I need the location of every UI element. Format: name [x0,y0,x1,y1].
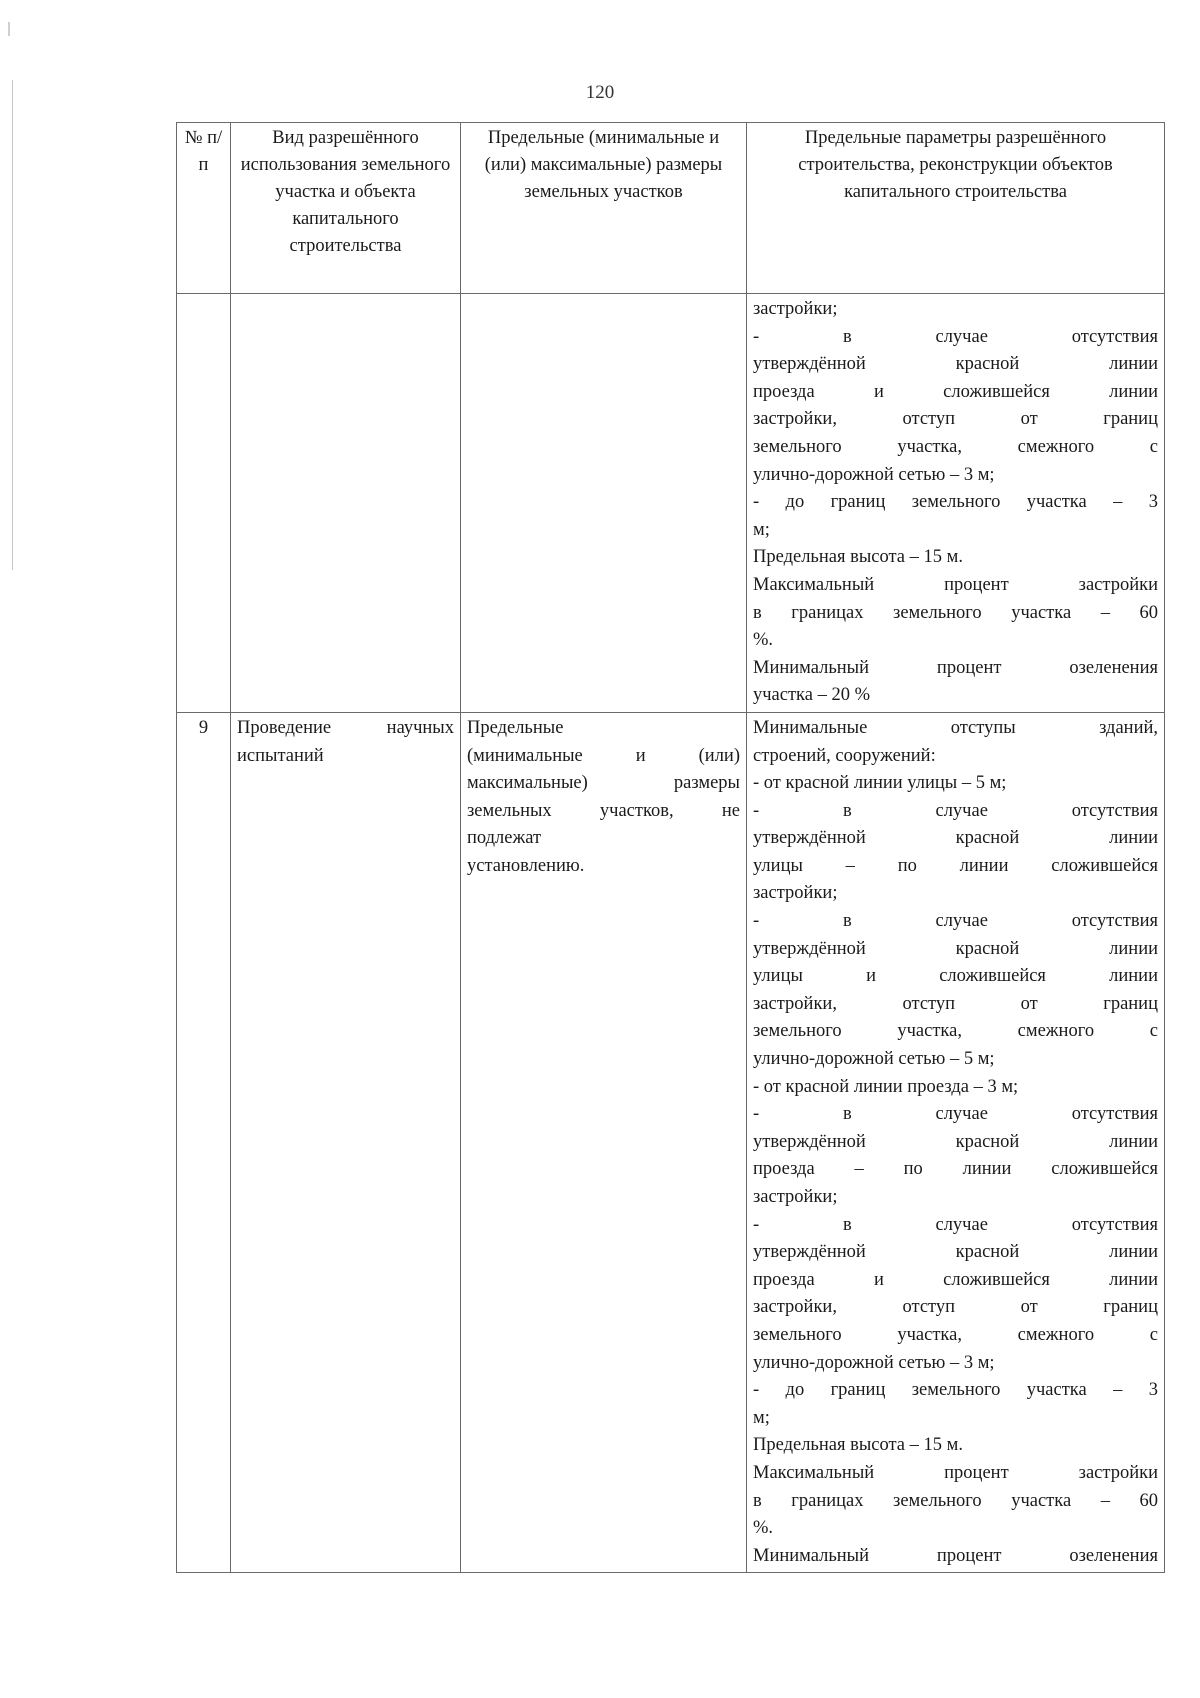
text-line: проезда и сложившейся линии [753,381,1158,402]
text-line: улично-дорожной сетью – 3 м; [753,1352,995,1373]
text-line: земельного участка, смежного с [753,1021,1158,1042]
land-use-table [176,122,1165,1573]
table-row [177,294,1165,713]
table-header-row [177,123,1165,294]
text-line: улицы – по линии сложившейся [753,855,1158,876]
text-line: застройки; [753,1187,838,1207]
building-params-cell [747,712,1165,1572]
header-number: № п/п [177,123,231,294]
text-line: Предельная высота – 15 м. [753,1435,963,1456]
header-building-params: Предельные параметры разрешённого строительства, реконструкции объектов капитального строительства [747,123,1165,294]
table-row [177,712,1165,1572]
text-line: %. [753,630,774,651]
header-plot-sizes: Предельные (минимальные и (или) максимальные) размеры земельных участков [461,123,747,294]
text-line: Минимальные отступы зданий, [753,717,1158,738]
text-line: подлежат [467,828,542,849]
text-line: - до границ земельного участка – 3 [753,492,1158,513]
text-line: застройки; [753,299,838,319]
text-line: земельных участков, не [467,800,740,821]
use-type-cell [231,712,461,1572]
text-line: Минимальный процент озеленения [753,657,1158,678]
text-line: в границах земельного участка – 60 [753,1490,1158,1511]
text-line: улично-дорожной сетью – 3 м; [753,464,995,485]
text-line: испытаний [237,745,324,766]
text-line: - в случае отсутствия [753,800,1158,821]
text-line: улично-дорожной сетью – 5 м; [753,1049,995,1070]
plot-sizes-cell [461,294,747,713]
text-line: застройки; [753,883,838,904]
text-line: Проведение научных [237,717,454,738]
page-number: 120 [585,82,615,103]
text-line: Максимальный процент застройки [753,1462,1158,1483]
text-line: - в случае отсутствия [753,326,1158,347]
text-line: Максимальный процент застройки [753,574,1158,595]
use-type-cell [231,294,461,713]
text-line: утверждённой красной линии [753,828,1158,849]
text-line: утверждённой красной линии [753,354,1158,375]
header-use-type: Вид разрешённого использования земельного участка и объекта капитального строительства [231,123,461,294]
text-line: м; [753,519,770,540]
row-number-cell: 9 [177,712,231,1572]
text-line: - в случае отсутствия [753,1214,1158,1235]
text-line: проезда и сложившейся линии [753,1269,1158,1290]
row-number-cell [177,294,231,713]
text-line: - от красной линии улицы – 5 м; [753,773,1007,794]
text-line: максимальные) размеры [467,773,740,794]
text-line: утверждённой красной линии [753,938,1158,959]
text-line: - от красной линии проезда – 3 м; [753,1076,1019,1097]
text-line: установлению. [467,855,585,876]
text-line: - в случае отсутствия [753,1104,1158,1125]
text-line: застройки, отступ от границ [753,1297,1158,1318]
plot-sizes-cell [461,712,747,1572]
text-line: застройки, отступ от границ [753,409,1158,430]
text-line: %. [753,1518,774,1539]
text-line: - в случае отсутствия [753,911,1158,932]
text-line: в границах земельного участка – 60 [753,602,1158,623]
text-line: Предельная высота – 15 м. [753,547,963,568]
text-line: (минимальные и (или) [467,745,740,766]
scan-artifact [8,22,10,36]
text-line: утверждённой красной линии [753,1242,1158,1263]
text-line: Предельные [467,717,564,738]
text-line: Минимальный процент озеленения [753,1545,1158,1566]
text-line: земельного участка, смежного с [753,436,1158,457]
text-line: застройки, отступ от границ [753,993,1158,1014]
text-line: проезда – по линии сложившейся [753,1159,1158,1180]
text-line: - до границ земельного участка – 3 [753,1380,1158,1401]
building-params-cell [747,294,1165,713]
scan-edge-line [12,80,13,570]
text-line: земельного участка, смежного с [753,1324,1158,1345]
text-line: улицы и сложившейся линии [753,966,1158,987]
text-line: м; [753,1407,770,1428]
text-line: строений, сооружений: [753,745,936,766]
text-line: участка – 20 % [753,685,871,706]
text-line: утверждённой красной линии [753,1131,1158,1152]
